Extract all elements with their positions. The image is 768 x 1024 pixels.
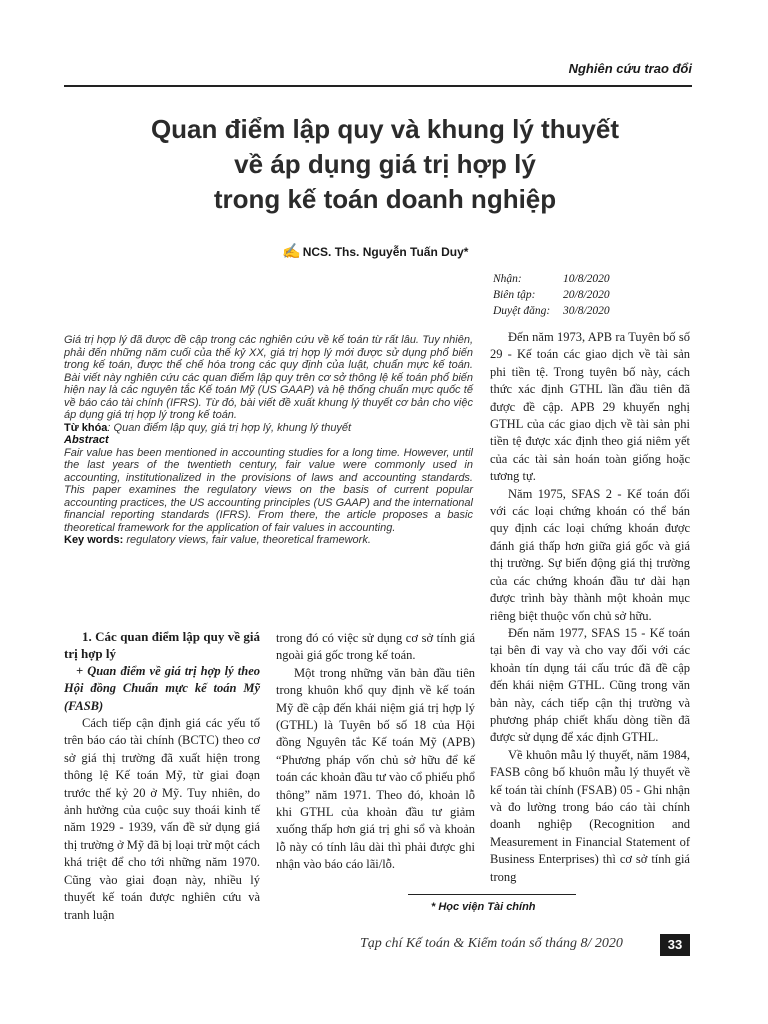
header-rule bbox=[64, 85, 692, 87]
section-heading: 1. Các quan điểm lập quy về giá trị hợp lý bbox=[64, 629, 260, 662]
subsection-heading: + Quan điểm về giá trị hợp lý theo Hội đồng Chuẩn mực kế toán Mỹ (FASB) bbox=[64, 663, 260, 713]
date-row bbox=[493, 303, 610, 319]
date-value: 30/8/2020 bbox=[563, 305, 610, 317]
body-column-2 bbox=[276, 630, 475, 874]
date-row bbox=[493, 271, 610, 287]
keywords-vi-text: : Quan điểm lập quy, giá trị hợp lý, khung lý thuyết bbox=[107, 421, 352, 434]
paragraph: Một trong những văn bản đầu tiên trong khuôn khổ quy định về kế toán Mỹ đề cập đến khái niệm giá trị hợp lý (GTHL) là Tuyên bố số 18 của Hội đồng Nguyên tắc Kế toán Mỹ (APB) “Phương pháp vốn chủ sở hữu để kế toán các khoản đầu tư vào cổ phiếu phổ thông” năm 1971. Theo đó, khoản lỗ khi GTHL của khoản đầu tư giảm xuống thấp hơn giá trị ghi sổ và khoản lỗ này có tính lâu dài thì phải được ghi nhận vào báo cáo lãi/lỗ. bbox=[276, 665, 475, 872]
publication-dates bbox=[493, 271, 610, 319]
title-line: về áp dụng giá trị hợp lý bbox=[234, 149, 536, 179]
date-value: 20/8/2020 bbox=[563, 289, 610, 301]
date-label: Duyệt đăng: bbox=[493, 305, 551, 317]
footnote-rule bbox=[408, 894, 576, 895]
journal-footer: Tạp chí Kế toán & Kiểm toán số tháng 8/ 2020 bbox=[360, 936, 623, 951]
date-label: Nhận: bbox=[493, 273, 522, 285]
date-row bbox=[493, 287, 610, 303]
author-name: NCS. Ths. Nguyễn Tuấn Duy* bbox=[302, 245, 469, 259]
keywords-en-text: regulatory views, fair value, theoretical framework. bbox=[123, 534, 371, 546]
page-number: 33 bbox=[660, 934, 690, 956]
author-line bbox=[282, 242, 468, 260]
keywords-en bbox=[64, 534, 473, 547]
paragraph: trong đó có việc sử dụng cơ sở tính giá ngoài giá gốc trong kế toán. bbox=[276, 631, 475, 663]
paragraph: Cách tiếp cận định giá các yếu tố trên báo cáo tài chính (BCTC) theo cơ sở giá thị trường đã xuất hiện trong thông lệ Kế toán Mỹ, từ giai đoạn trước thế kỷ 20 ở Mỹ. Tuy nhiên, do ảnh hưởng của cuộc suy thoái kinh tế năm 1929 - 1939, vấn đề sử dụng giá thị trường ở Mỹ đã bị loại trừ một cách khá triệt để cho tới những năm 1970. Cũng vào giai đoạn này, nhiều lý thuyết kế toán được nghiên cứu và tranh luận bbox=[64, 716, 260, 922]
abstract-vi: Giá trị hợp lý đã được đề cập trong các nghiên cứu về kế toán từ rất lâu. Tuy nhiên, phải đến những năm cuối của thế kỷ XX, giá trị hợp lý mới được sử dụng phổ biến trong kế toán, được thể chế hóa trong các quy định của luật, chuẩn mực kế toán. Bài viết này nghiên cứu các quan điểm lập quy trên cơ sở thông lệ kế toán phổ biến hiện nay là các nguyên tắc Kế toán Mỹ (US GAAP) và hệ thống chuẩn mực quốc tế về báo cáo tài chính (IFRS). Từ đó, bài viết đề xuất khung lý thuyết cơ bản cho việc áp dụng giá trị hợp lý trong kế toán. bbox=[64, 334, 473, 421]
paragraph: Về khuôn mẫu lý thuyết, năm 1984, FASB công bố khuôn mẫu lý thuyết về kế toán tài chính (FSAB) 05 - Ghi nhận và đo lường trong báo cáo tài chính doanh nghiệp (Recognition and Measurement in Financial Statement of Business Enterprises) thì cơ sở tính giá trong bbox=[490, 747, 690, 884]
date-value: 10/8/2020 bbox=[563, 273, 610, 285]
pen-icon: ✍ bbox=[282, 243, 301, 260]
abstract-en: Fair value has been mentioned in accounting studies for a long time. However, until the last years of the twentieth century, fair value were commonly used in accounting, institutionalized in the provisions of laws and accounting standards. This paper examines the regulatory views on the basis of current popular accounting practices, the US accounting principles (US GAAP) and the international financial reporting standards (IFRS). From there, the article proposes a basic theoretical framework for the application of fair values in accounting. bbox=[64, 446, 473, 534]
keywords-vi bbox=[64, 422, 473, 435]
body-column-1 bbox=[64, 628, 260, 924]
paragraph: Đến năm 1973, APB ra Tuyên bố số 29 - Kế toán các giao dịch về tài sản phi tiền tệ. Trong tuyên bố này, cách thức xác định GTHL lần đầu tiên đã được đề cập. APB 29 khuyến nghị GTHL của các giao dịch về tài sản phi tiền tệ được xác định theo giá niêm yết của các tài sản hoán toàn giống hoặc tương tự. bbox=[490, 330, 690, 484]
body-column-3 bbox=[490, 329, 690, 886]
paragraph: Đến năm 1977, SFAS 15 - Kế toán tại bên đi vay và cho vay đối với các khoản tín dụng tái cấu trúc đã đề cập đến khái niệm GTHL. Cũng trong văn bản này, cách tiếp cận thị trường và phương pháp chiết khấu dòng tiền đã được sử dụng để xác định GTHL. bbox=[490, 625, 690, 745]
abstract-block bbox=[64, 334, 473, 547]
title-line: Quan điểm lập quy và khung lý thuyết bbox=[150, 114, 620, 144]
keywords-en-label: Key words: bbox=[64, 534, 124, 546]
article-title bbox=[100, 112, 670, 217]
title-line: trong kế toán doanh nghiệp bbox=[213, 184, 557, 214]
paragraph: Năm 1975, SFAS 2 - Kế toán đối với các loại chứng khoán có thể bán quy định các loại chứng khoán được đánh giá thấp hơn giữa giá gốc và giá thị trường. Sự biến động giá thị trường của các chứng khoán đầu tư dài hạn được trình bày thành một khoản mục riêng biệt thuộc vốn chủ sở hữu. bbox=[490, 486, 690, 623]
section-label: Nghiên cứu trao đổi bbox=[568, 61, 692, 76]
date-label: Biên tập: bbox=[493, 289, 536, 301]
abstract-en-title: Abstract bbox=[64, 434, 109, 446]
keywords-vi-label: Từ khóa bbox=[64, 421, 108, 434]
footnote: * Học viện Tài chính bbox=[431, 901, 536, 913]
